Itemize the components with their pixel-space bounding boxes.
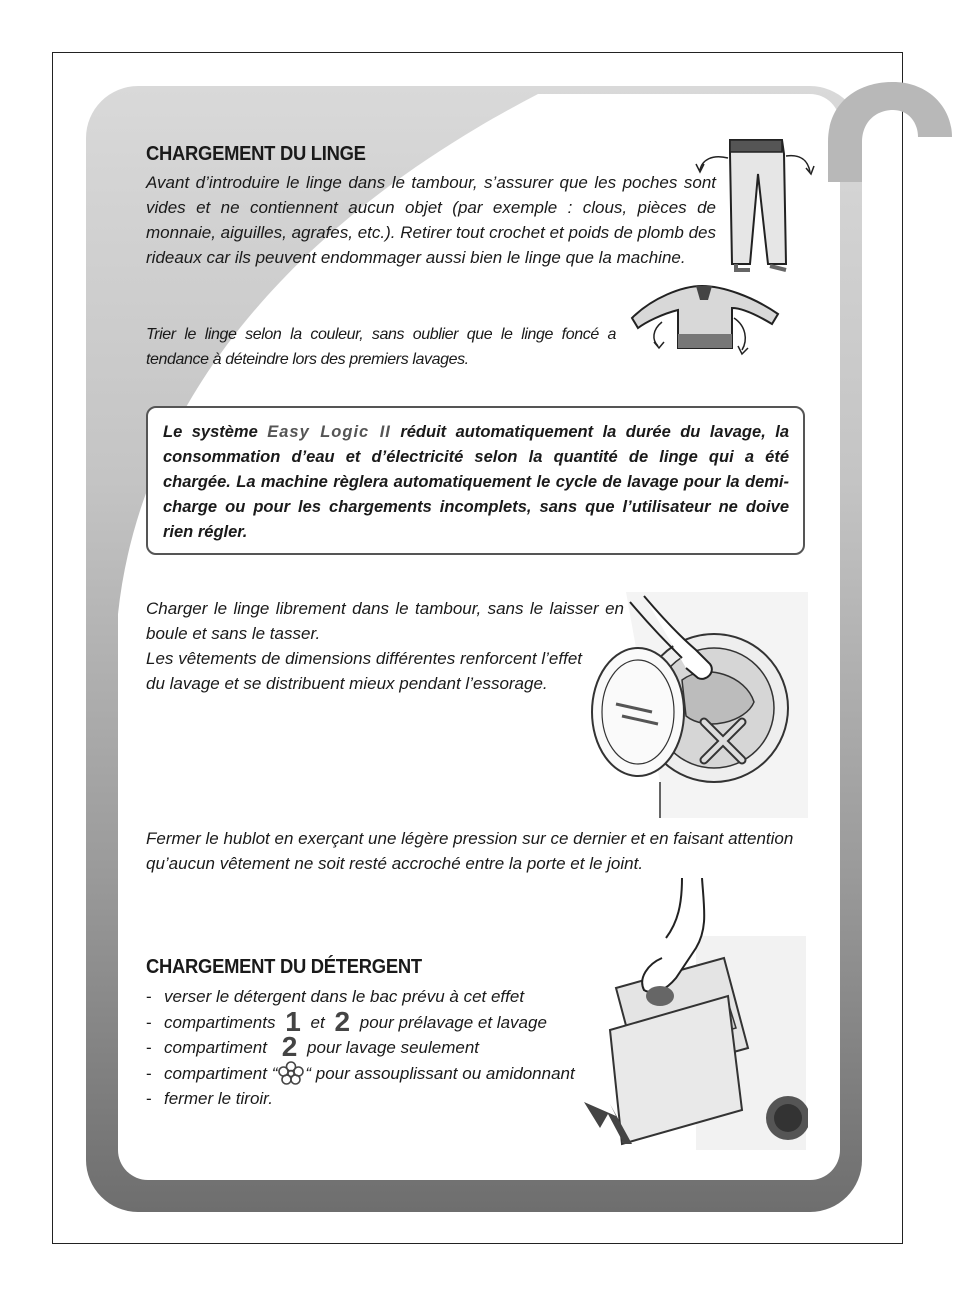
detergent-item-2a: compartiments	[164, 1012, 276, 1032]
corner-arc-decoration	[828, 82, 952, 182]
loading-paragraph-1: Avant d’introduire le linge dans le tambour, s’assurer que les poches sont vides et ne contiennent aucun objet (par exemple : clous, pièces de monnaie, aiguilles, agrafes, etc.). Retirer tout crochet et poids de plomb des rideaux car ils peuvent endommager aussi bien le linge que la machine.	[146, 173, 716, 267]
easy-logic-info-box	[146, 406, 805, 555]
easy-logic-rest: réduit automatiquement la durée du lavage, la consommation d’eau et d’électricité selon la quantité de linge qui a été chargée. La machine règlera automatiquement le cycle de lavage pour la demi-charge ou pour les chargements incomplets, sans que l’utilisateur ne doive rien régler.	[163, 423, 789, 541]
detergent-title: CHARGEMENT DU DÉTERGENT	[146, 956, 422, 978]
easy-logic-text	[163, 420, 789, 545]
list-item	[146, 984, 606, 1010]
detergent-drawer-illustration	[578, 878, 808, 1152]
compartment-1-icon: 1	[285, 1005, 301, 1037]
easy-logic-brand: Easy Logic II	[267, 423, 391, 441]
list-item	[146, 1005, 606, 1037]
trousers-pockets-illustration	[690, 134, 820, 274]
detergent-item-1: verser le détergent dans le bac prévu à cet effet	[164, 987, 525, 1006]
detergent-item-5: fermer le tiroir.	[164, 1089, 273, 1108]
compartment-2-icon: 2	[334, 1005, 351, 1037]
list-item	[146, 1031, 606, 1062]
loading-title: CHARGEMENT DU LINGE	[146, 143, 366, 165]
jacket-pockets-illustration	[622, 270, 792, 362]
detergent-item-4a: compartiment “	[164, 1063, 278, 1083]
loading-paragraph-2: Trier le linge selon la couleur, sans oublier que le linge foncé a tendance à déteindre lors des premiers lavages.	[146, 326, 616, 368]
detergent-instruction-list	[146, 984, 606, 1112]
list-item	[146, 1086, 606, 1112]
detergent-item-4b: “ pour assouplissant ou amidonnant	[305, 1063, 575, 1083]
compartment-2-icon: 2	[281, 1031, 298, 1062]
detergent-item-2c: pour prélavage et lavage	[359, 1012, 547, 1032]
detergent-item-3a: compartiment	[164, 1038, 267, 1057]
softener-flower-icon	[277, 1061, 305, 1085]
easy-logic-prefix: Le système	[163, 423, 268, 441]
door-paragraph: Fermer le hublot en exerçant une légère pression sur ce dernier et en faisant attention qu’aucun vêtement ne soit resté accroché entre la porte et le joint.	[146, 829, 794, 873]
list-item	[146, 1061, 606, 1087]
drum-loading-illustration	[586, 592, 808, 818]
detergent-item-3b: pour lavage seulement	[307, 1038, 480, 1057]
drum-paragraph-2: Les vêtements de dimensions différentes renforcent l’effet du lavage et se distribuent mieux pendant l’essorage.	[146, 649, 582, 693]
detergent-item-2b: et	[310, 1012, 325, 1032]
drum-paragraph-1: Charger le linge librement dans le tambour, sans le laisser en boule et sans le tasser.	[146, 599, 624, 643]
